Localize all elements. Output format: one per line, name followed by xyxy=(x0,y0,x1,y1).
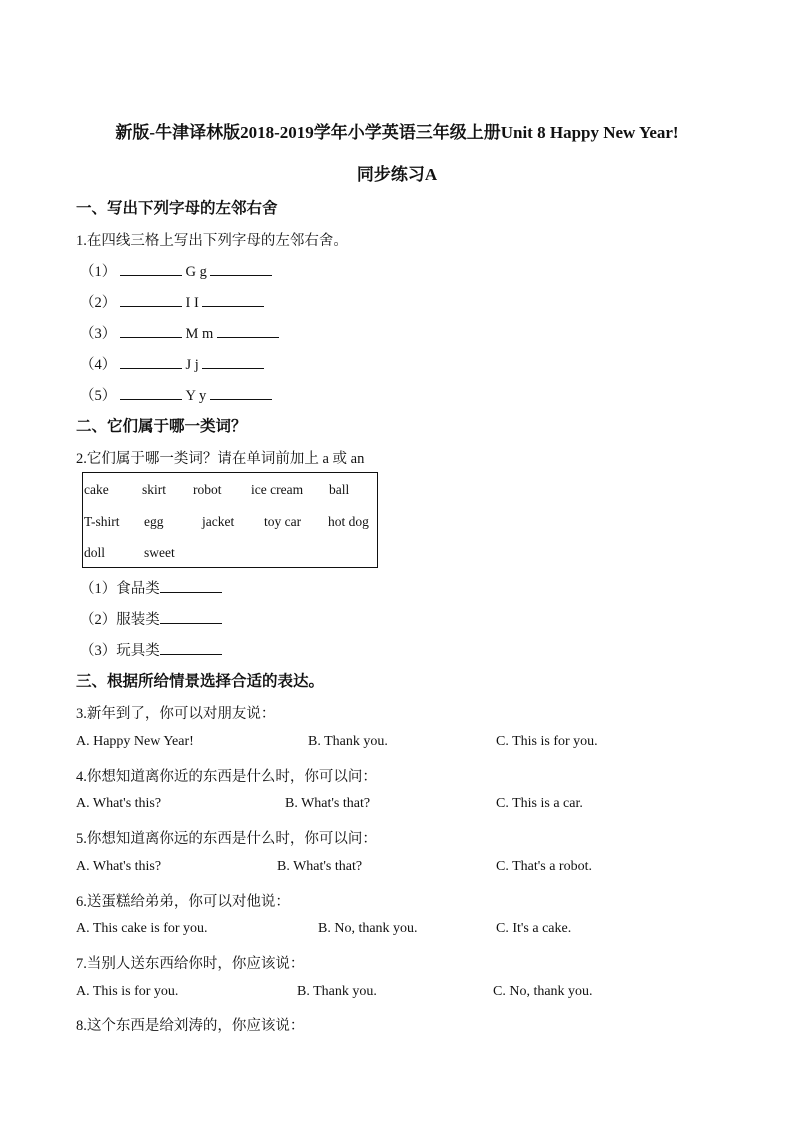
section3-heading: 三、根据所给情景选择合适的表达。 xyxy=(76,673,325,690)
question-prompt: 3.新年到了，你可以对朋友说： xyxy=(76,706,276,722)
option-a[interactable]: A. This is for you. xyxy=(76,984,179,999)
option-b[interactable]: B. What's that? xyxy=(277,859,363,874)
word-bank-word: skirt xyxy=(142,482,167,497)
option-b[interactable]: B. What's that? xyxy=(285,796,371,811)
option-b[interactable]: B. Thank you. xyxy=(308,734,388,749)
question-2: 2.它们属于哪一类词？请在单词前加上 a 或 an xyxy=(76,451,365,467)
letter-item xyxy=(80,322,279,343)
letter-item xyxy=(80,260,272,281)
answer-blank[interactable] xyxy=(160,578,222,593)
item-number: （4） xyxy=(80,357,117,373)
word-bank-word: ball xyxy=(329,482,350,497)
word-bank-word: ice cream xyxy=(251,482,304,497)
option-c[interactable]: C. It's a cake. xyxy=(496,921,572,936)
category-label: （2）服装类 xyxy=(80,612,160,628)
question-prompt: 6.送蛋糕给弟弟，你可以对他说： xyxy=(76,894,290,910)
answer-blank[interactable] xyxy=(202,292,264,307)
option-b[interactable]: B. No, thank you. xyxy=(318,921,418,936)
letter-pair: M m xyxy=(185,326,214,342)
option-c[interactable]: C. This is for you. xyxy=(496,734,598,749)
option-c[interactable]: C. That's a robot. xyxy=(496,859,592,874)
option-a[interactable]: A. This cake is for you. xyxy=(76,921,208,936)
answer-blank[interactable] xyxy=(120,354,182,369)
option-c[interactable]: C. This is a car. xyxy=(496,796,583,811)
option-a[interactable]: A. What's this? xyxy=(76,796,162,811)
answer-blank[interactable] xyxy=(120,261,182,276)
item-number: （5） xyxy=(80,388,117,404)
word-bank-word: sweet xyxy=(144,545,175,560)
word-bank-word: toy car xyxy=(264,514,302,529)
answer-blank[interactable] xyxy=(160,609,222,624)
word-bank-word: hot dog xyxy=(328,514,369,529)
category-item xyxy=(80,608,222,629)
answer-blank[interactable] xyxy=(120,385,182,400)
answer-blank[interactable] xyxy=(210,385,272,400)
letter-pair: Y y xyxy=(185,388,207,404)
item-number: （3） xyxy=(80,326,117,342)
word-bank-box xyxy=(82,472,378,568)
word-bank-word: egg xyxy=(144,514,164,529)
question-prompt: 8.这个东西是给刘涛的，你应该说： xyxy=(76,1018,305,1034)
category-item xyxy=(80,577,222,598)
letter-pair: G g xyxy=(185,264,207,280)
worksheet-title: 新版-牛津译林版2018-2019学年小学英语三年级上册Unit 8 Happy New Year! xyxy=(115,123,679,142)
answer-blank[interactable] xyxy=(120,323,182,338)
item-number: （2） xyxy=(80,295,117,311)
word-bank-word: doll xyxy=(84,545,106,560)
option-a[interactable]: A. Happy New Year! xyxy=(76,734,194,749)
option-b[interactable]: B. Thank you. xyxy=(297,984,377,999)
question-1: 1.在四线三格上写出下列字母的左邻右舍。 xyxy=(76,233,348,249)
letter-item xyxy=(80,291,264,312)
word-bank-word: cake xyxy=(84,482,109,497)
question-prompt: 5.你想知道离你远的东西是什么时，你可以问： xyxy=(76,831,377,847)
letter-pair: J j xyxy=(185,357,199,373)
answer-blank[interactable] xyxy=(202,354,264,369)
letter-pair: I I xyxy=(185,295,199,311)
category-label: （1）食品类 xyxy=(80,581,160,597)
category-label: （3）玩具类 xyxy=(80,643,160,659)
option-a[interactable]: A. What's this? xyxy=(76,859,162,874)
question-prompt: 7.当别人送东西给你时，你应该说： xyxy=(76,956,305,972)
answer-blank[interactable] xyxy=(217,323,279,338)
answer-blank[interactable] xyxy=(160,640,222,655)
section2-heading: 二、它们属于哪一类词？ xyxy=(76,418,247,435)
letter-item xyxy=(80,384,272,405)
question-prompt: 4.你想知道离你近的东西是什么时，你可以问： xyxy=(76,769,377,785)
answer-blank[interactable] xyxy=(210,261,272,276)
answer-blank[interactable] xyxy=(120,292,182,307)
option-c[interactable]: C. No, thank you. xyxy=(493,984,593,999)
word-bank-word: T-shirt xyxy=(84,514,120,529)
item-number: （1） xyxy=(80,264,117,280)
word-bank-word: robot xyxy=(193,482,222,497)
category-item xyxy=(80,639,222,660)
worksheet-subtitle: 同步练习A xyxy=(356,165,438,184)
word-bank-word: jacket xyxy=(202,514,235,529)
section1-heading: 一、写出下列字母的左邻右舍 xyxy=(76,200,278,217)
letter-item xyxy=(80,353,264,374)
